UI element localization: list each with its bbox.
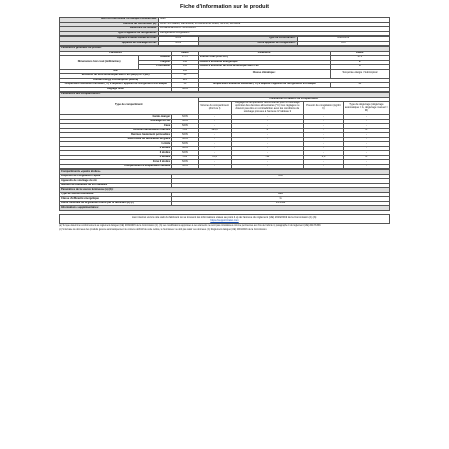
blank-cell <box>198 87 389 92</box>
winter-value: NON <box>172 87 198 92</box>
temp-min-value: 10 <box>172 83 198 88</box>
compartment-present: OUI <box>172 155 198 160</box>
section-title: Paramètres généraux du produit: <box>60 47 390 52</box>
compartment-present: NON <box>172 119 198 124</box>
compartment-setting: 4 <box>231 128 304 133</box>
winter-label: Réglage hiver <box>60 87 172 92</box>
compartment-defrost: - <box>343 164 389 169</box>
other-label: Autre appareil de réfrigération: <box>198 41 297 46</box>
depth-value: 545 <box>172 65 198 70</box>
compartment-volume: - <box>198 119 231 124</box>
compartment-name: Stockage du vin <box>60 119 172 124</box>
compartment-present: NON <box>172 142 198 147</box>
internet-link-box <box>59 214 390 224</box>
compartment-volume: - <box>198 133 231 138</box>
group-header: Paramètres et valeurs de compartiment <box>198 97 389 102</box>
compartment-freeze: - <box>304 151 344 156</box>
extra-table <box>59 169 390 211</box>
temp-min-label: Température ambiante minimale (°C) à laquelle l'appareil de réfrigération est adapté <box>60 83 172 88</box>
row-label: Dispositif de congélation rapide <box>60 174 172 179</box>
compartment-present: NON <box>172 151 198 156</box>
warranty-value: 24 Mois <box>172 201 390 206</box>
section-title: Compartiments «quatre étoiles» <box>60 170 390 175</box>
compartment-volume: - <box>198 164 231 169</box>
compartment-freeze: - <box>304 164 344 169</box>
compartment-volume: - <box>198 137 231 142</box>
param-header: Paramètre <box>198 51 330 56</box>
compartment-setting: - <box>231 133 304 138</box>
row-label: Référence du modèle: <box>60 27 159 32</box>
volume-label: Volume total (dm3 ou l) <box>198 56 330 61</box>
table-row <box>60 41 390 46</box>
table-row <box>60 31 390 36</box>
compartment-name: Sans étoile ou fabrication de glace <box>60 137 172 142</box>
height-value: 1775 <box>172 56 198 61</box>
compartment-freeze: - <box>304 124 344 129</box>
compartment-defrost: - <box>343 142 389 147</box>
compartment-setting: - <box>231 151 304 156</box>
row-label: Adresse du fournisseur (b): <box>60 22 159 27</box>
param-header: Paramètre <box>60 51 172 56</box>
compartment-present: NON <box>172 164 198 169</box>
compartment-setting: - <box>231 119 304 124</box>
compartment-present: NON <box>172 124 198 129</box>
compartment-volume: - <box>198 151 231 156</box>
compartment-name: Denrées alimentaires fraîches <box>60 128 172 133</box>
row-value: LED <box>172 192 390 197</box>
value-header: Valeur <box>172 51 198 56</box>
climate-class-label: Classe climatique: <box>198 69 330 78</box>
compartment-defrost: - <box>343 137 389 142</box>
compartment-setting: - <box>231 137 304 142</box>
compartment-name: Compartiment à température variable <box>60 164 172 169</box>
noise-class-value: B <box>330 65 389 70</box>
compartment-name: 4 étoiles <box>60 155 172 160</box>
compartment-volume: - <box>198 115 231 120</box>
compartment-freeze: - <box>304 137 344 142</box>
compartment-freeze: - <box>304 146 344 151</box>
width-value: 546 <box>172 60 198 65</box>
defrost-header: Type de dégivrage (dégivrage automatique = A, dégivrage manuel = M) <box>343 102 389 115</box>
compartment-present: NON <box>172 137 198 142</box>
compartment-row <box>60 164 390 169</box>
row-value: G <box>172 197 390 202</box>
dimensions-label: Dimensions hors tout (millimètres) <box>60 56 139 70</box>
compartment-setting: - <box>231 124 304 129</box>
row-value: OUI <box>172 174 390 179</box>
table-row <box>60 87 390 92</box>
row-label: Type d'appareil de réfrigération: <box>60 31 159 36</box>
compartment-present: NON <box>172 160 198 165</box>
compartment-setting: - <box>231 164 304 169</box>
compartment-volume: - <box>198 124 231 129</box>
type-table <box>59 36 390 46</box>
section-title: Paramètres de la source lumineuse (a) (b): <box>60 188 390 193</box>
compartment-defrost: - <box>343 133 389 138</box>
compartment-freeze: - <box>304 128 344 133</box>
general-info-table <box>59 17 390 36</box>
climate-class-value: Tempérée élargie / Subtropical <box>330 69 389 78</box>
compartment-setting: - <box>231 115 304 120</box>
energy-label: Annual energy consumption (kWh/a) <box>60 78 172 83</box>
compartment-defrost: A <box>343 128 389 133</box>
row-label: Appareils de stockage du vin <box>60 179 172 184</box>
compartment-name: Garde-manger <box>60 115 172 120</box>
compartment-present: OUI <box>172 128 198 133</box>
footnote: (c) Si la base de données des produits génère automatiquement le contenu définitif de cette cellule, le fournisseur ne doit pas saisir ces données. (1) Règlement délégué (UE) 2019/2016 de la Commission. <box>59 228 268 231</box>
compartment-defrost: - <box>343 124 389 129</box>
compartment-freeze: - <box>304 160 344 165</box>
noise-class-label: Classe d'émission de bruit acoustique dans l'air <box>198 65 330 70</box>
compartment-freeze: - <box>304 133 344 138</box>
row-value: beko <box>159 18 390 23</box>
energy-class-value: E <box>330 60 389 65</box>
row-label: Type de source lumineuse <box>60 192 172 197</box>
eei-label: IEE <box>60 69 172 74</box>
compartment-defrost: - <box>343 119 389 124</box>
compartment-volume: 193,0 <box>198 128 231 133</box>
wine-label: Appareil de stockage du vin: <box>60 41 159 46</box>
volume-header: Volume du compartiment (dm3 ou l) <box>198 102 231 115</box>
general-params-table <box>59 46 390 92</box>
compartment-present: NON <box>172 146 198 151</box>
type-header: Type de compartiment <box>60 97 199 115</box>
compartment-defrost: - <box>343 160 389 165</box>
compartment-setting: - <box>231 142 304 147</box>
row-label: Nombre de bouteilles de vin standard <box>60 183 172 188</box>
section-row <box>60 206 390 211</box>
compartment-setting: - <box>231 160 304 165</box>
compartment-name: 2 étoiles <box>60 146 172 151</box>
row-label: Nom du fournisseur ou marque commerciale: <box>60 18 159 23</box>
compartment-setting: -18 <box>231 155 304 160</box>
compartment-defrost: - <box>343 146 389 151</box>
warranty-label: Durée minimale de la garantie offerte par le fabricant (b) (c) <box>60 201 172 206</box>
compartment-volume: - <box>198 160 231 165</box>
setting-header: Réglage de température recommandé pour un stockage optimisé des denrées alimentaires (°C) Ces réglages ne doivent pas être en contradiction avec les conditions de stockage prévues à l'annexe IV tableau 3 <box>231 102 304 115</box>
section-title: Paramètres des compartiments: <box>60 93 390 98</box>
temp-max-label: Température ambiante maximale (°C) à laquelle l'appareil de réfrigération est adapté <box>198 83 330 88</box>
energy-value: 225 <box>172 78 198 83</box>
compartment-freeze: - <box>304 119 344 124</box>
compartment-defrost: - <box>343 115 389 120</box>
compartment-present: NON <box>172 133 198 138</box>
noise-value: 36 <box>172 74 198 79</box>
value-header: Valeur <box>330 51 389 56</box>
page-title: Fiche d'information sur le produit <box>180 4 269 10</box>
compartment-name: 1 étoile <box>60 142 172 147</box>
construction-value: Autonome <box>297 37 389 42</box>
volume-value: 273 <box>330 56 389 61</box>
row-label: Classe d'efficacité énergétique <box>60 197 172 202</box>
noise-label: Émission de bruit acoustique dans l'air (dB(A) re 1 pW) <box>60 74 172 79</box>
compartment-present: NON <box>172 115 198 120</box>
compartment-freeze: - <box>304 142 344 147</box>
compartment-defrost: - <box>343 151 389 156</box>
compartment-defrost: A <box>343 155 389 160</box>
support-link[interactable]: https://support.beko.com <box>210 218 239 222</box>
depth-label: Profondeur <box>139 65 172 70</box>
temp-max-value: 38 <box>330 83 389 88</box>
internet-text: Lien internet vers le site web du fabricant où se trouvent les informations visées au point 4 a) de l'annexe du règlement (UE) 2019/2019 de la Commission (1) (b): <box>131 215 318 219</box>
compartment-volume: - <box>198 142 231 147</box>
compartment-freeze: - <box>304 115 344 120</box>
compartment-name: 3 étoiles <box>60 151 172 156</box>
row-value: Réfrigérateur-congélateur <box>159 31 390 36</box>
compartment-setting: - <box>231 146 304 151</box>
row-value: RCNE365E35WN 7521019016 <box>159 27 390 32</box>
section-title: Informations supplémentaires: <box>60 206 390 211</box>
construction-label: Type de construction: <box>198 37 297 42</box>
freeze-header: Pouvoir de congélation (kg/24 h) <box>304 102 344 115</box>
height-label: Hauteur <box>139 56 172 61</box>
wine-value: NON <box>159 41 199 46</box>
low-noise-value: NON <box>159 37 199 42</box>
compartment-name: Zone 2 étoiles <box>60 160 172 165</box>
row-value: Arctic S.A Gaesti, Dambovita, 13 Decembrie Street, No 210, Romania <box>159 22 390 27</box>
low-noise-label: Appareil à faible niveau de bruit: <box>60 37 159 42</box>
compartment-freeze: 3,6 <box>304 155 344 160</box>
energy-class-label: Classe d'efficacité énergétique <box>198 60 330 65</box>
compartment-volume: 78,0 <box>198 155 231 160</box>
sheet-body <box>59 17 390 231</box>
compartment-name: Cave <box>60 124 172 129</box>
compartments-table <box>59 92 390 169</box>
width-label: Largeur <box>139 60 172 65</box>
eei-value: 130 <box>172 69 198 74</box>
other-value: OUI <box>297 41 389 46</box>
footnote: (a) Tel que déterminé conformément au règlement délégué (UE) 2019/2015 de la Commission (1). (b) Les modifications apportées à ces éléments ne sont pas considérées comme pertinentes aux fins de l'article 4, paragraphe 4 du règlement (UE) 2017/1369. <box>59 224 322 227</box>
compartment-name: Denrées hautement périssables <box>60 133 172 138</box>
compartment-volume: - <box>198 146 231 151</box>
